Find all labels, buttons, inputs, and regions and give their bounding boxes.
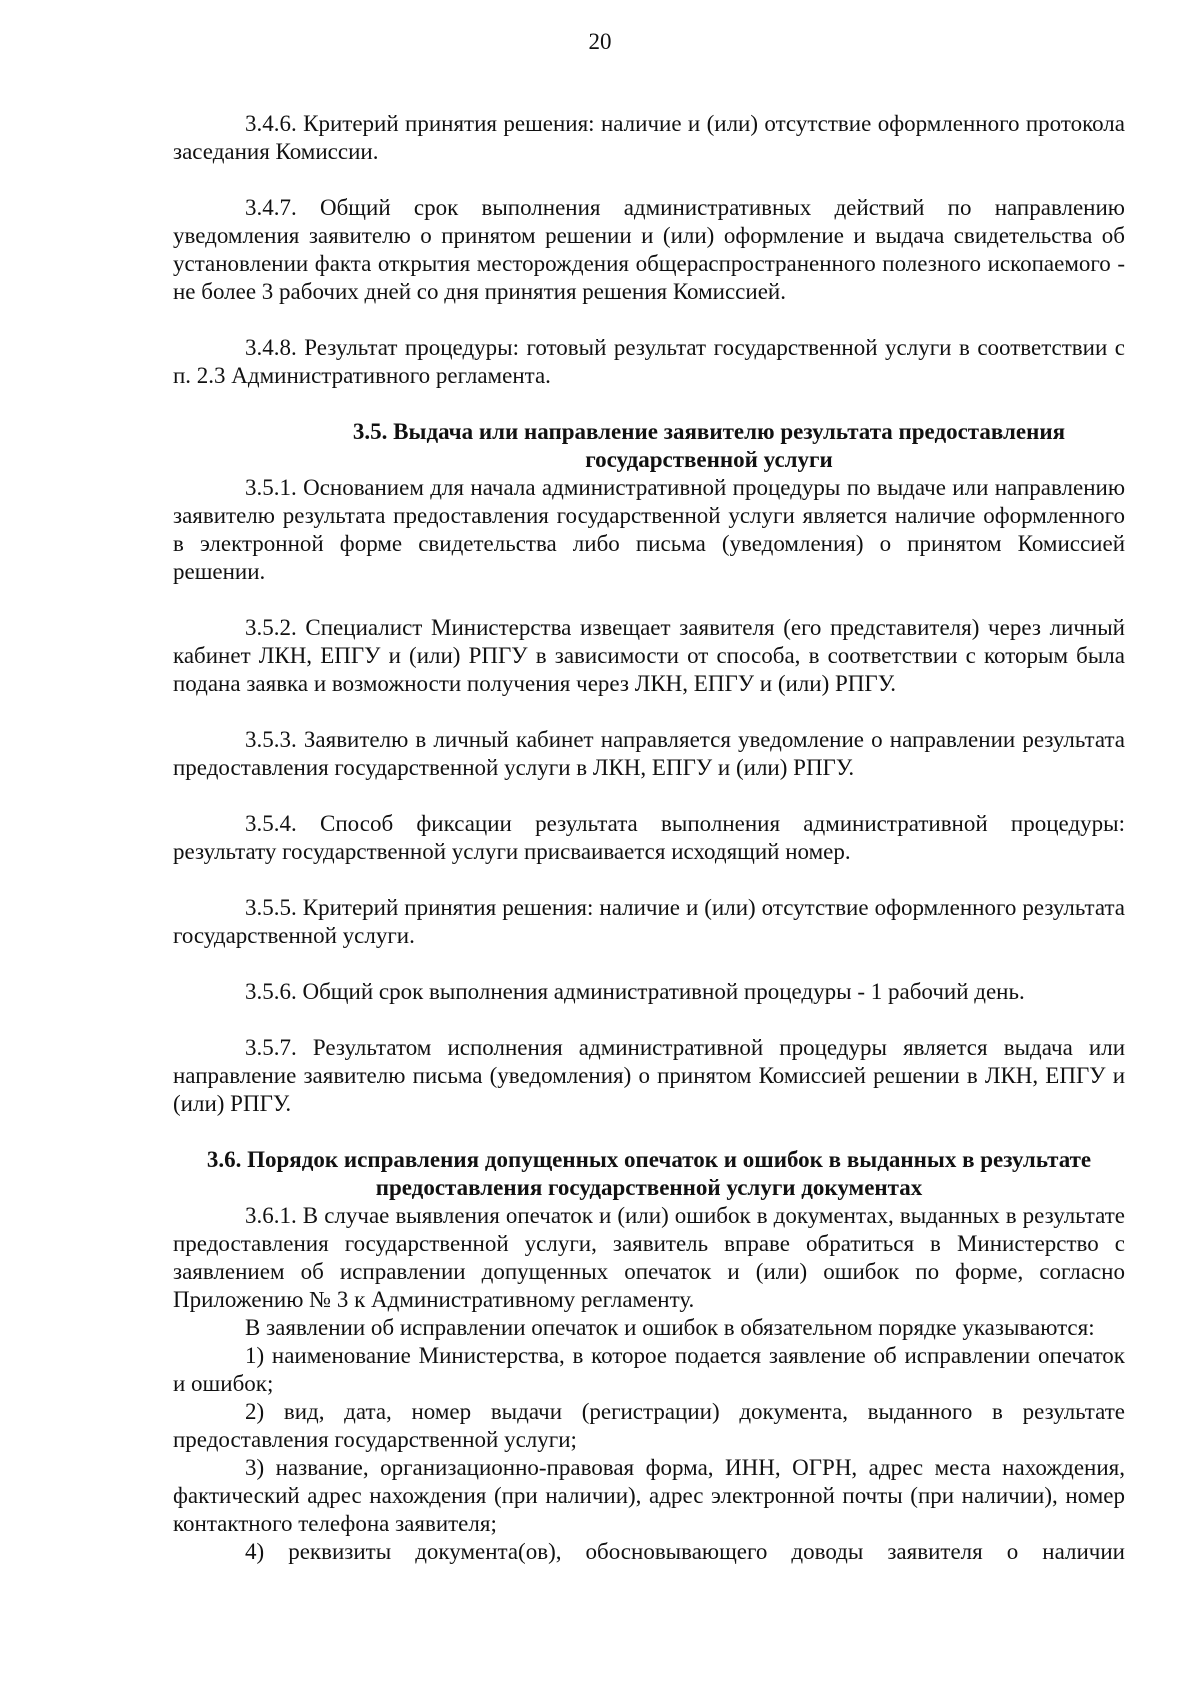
paragraph-3-4-7: 3.4.7. Общий срок выполнения административных действий по направлению уведомления заявителю о принятом решении и (или) оформление и выдача свидетельства об установлении факта открытия месторождения общераспространенного полезного ископаемого - не более 3 рабочих дней со дня принятия решения Комиссией. (173, 195, 1125, 304)
section-heading-3-5 (173, 418, 1125, 474)
section-heading-3-5-line1: 3.5. Выдача или направление заявителю результата предоставления (352, 419, 1066, 444)
paragraph-3-6-1: 3.6.1. В случае выявления опечаток и (или) ошибок в документах, выданных в результате предоставления государственной услуги, заявитель вправе обратиться в Министерство с заявлением об исправлении допущенных опечаток и (или) ошибок по форме, согласно Приложению № 3 к Административному регламенту. (173, 1203, 1125, 1312)
paragraph-3-5-3: 3.5.3. Заявителю в личный кабинет направляется уведомление о направлении результата предоставления государственной услуги в ЛКН, ЕПГУ и (или) РПГУ. (173, 727, 1125, 780)
section-heading-3-6-line2: предоставления государственной услуги документах (375, 1175, 923, 1200)
section-heading-3-6-line1: 3.6. Порядок исправления допущенных опечаток и ошибок в выданных в результате (206, 1147, 1092, 1172)
paragraph-3-5-5: 3.5.5. Критерий принятия решения: наличие и (или) отсутствие оформленного результата государственной услуги. (173, 895, 1125, 948)
document-body (173, 110, 1125, 1566)
page-number: 20 (588, 29, 612, 54)
paragraph-list-intro: В заявлении об исправлении опечаток и ошибок в обязательном порядке указываются: (245, 1315, 1095, 1340)
paragraph-3-5-7: 3.5.7. Результатом исполнения административной процедуры является выдача или направление заявителю письма (уведомления) о принятом Комиссией решении в ЛКН, ЕПГУ и (или) РПГУ. (173, 1035, 1125, 1116)
paragraph-3-5-1: 3.5.1. Основанием для начала административной процедуры по выдаче или направлению заявителю результата предоставления государственной услуги является наличие оформленного в электронной форме свидетельства либо письма (уведомления) о принятом Комиссией решении. (173, 475, 1125, 584)
list-item-4: 4) реквизиты документа(ов), обосновывающего доводы заявителя о наличии (245, 1539, 1125, 1564)
list-item-1: 1) наименование Министерства, в которое подается заявление об исправлении опечаток и ошибок; (173, 1343, 1125, 1396)
paragraph-3-5-4: 3.5.4. Способ фиксации результата выполнения административной процедуры: результату государственной услуги присваивается исходящий номер. (173, 811, 1125, 864)
paragraph-3-5-2: 3.5.2. Специалист Министерства извещает заявителя (его представителя) через личный кабинет ЛКН, ЕПГУ и (или) РПГУ в зависимости от способа, в соответствии с которым была подана заявка и возможности получения через ЛКН, ЕПГУ и (или) РПГУ. (173, 615, 1125, 696)
section-heading-3-5-line2: государственной услуги (585, 447, 833, 472)
list-item-2: 2) вид, дата, номер выдачи (регистрации) документа, выданного в результате предоставления государственной услуги; (173, 1399, 1125, 1452)
paragraph-3-4-6: 3.4.6. Критерий принятия решения: наличие и (или) отсутствие оформленного протокола заседания Комиссии. (173, 111, 1125, 164)
list-item-3: 3) название, организационно-правовая форма, ИНН, ОГРН, адрес места нахождения, фактический адрес нахождения (при наличии), адрес электронной почты (при наличии), номер контактного телефона заявителя; (173, 1455, 1125, 1536)
section-heading-3-6 (173, 1146, 1125, 1202)
paragraph-3-5-6: 3.5.6. Общий срок выполнения административной процедуры - 1 рабочий день. (245, 979, 1025, 1004)
paragraph-3-4-8: 3.4.8. Результат процедуры: готовый результат государственной услуги в соответствии с п. 2.3 Административного регламента. (173, 335, 1125, 388)
